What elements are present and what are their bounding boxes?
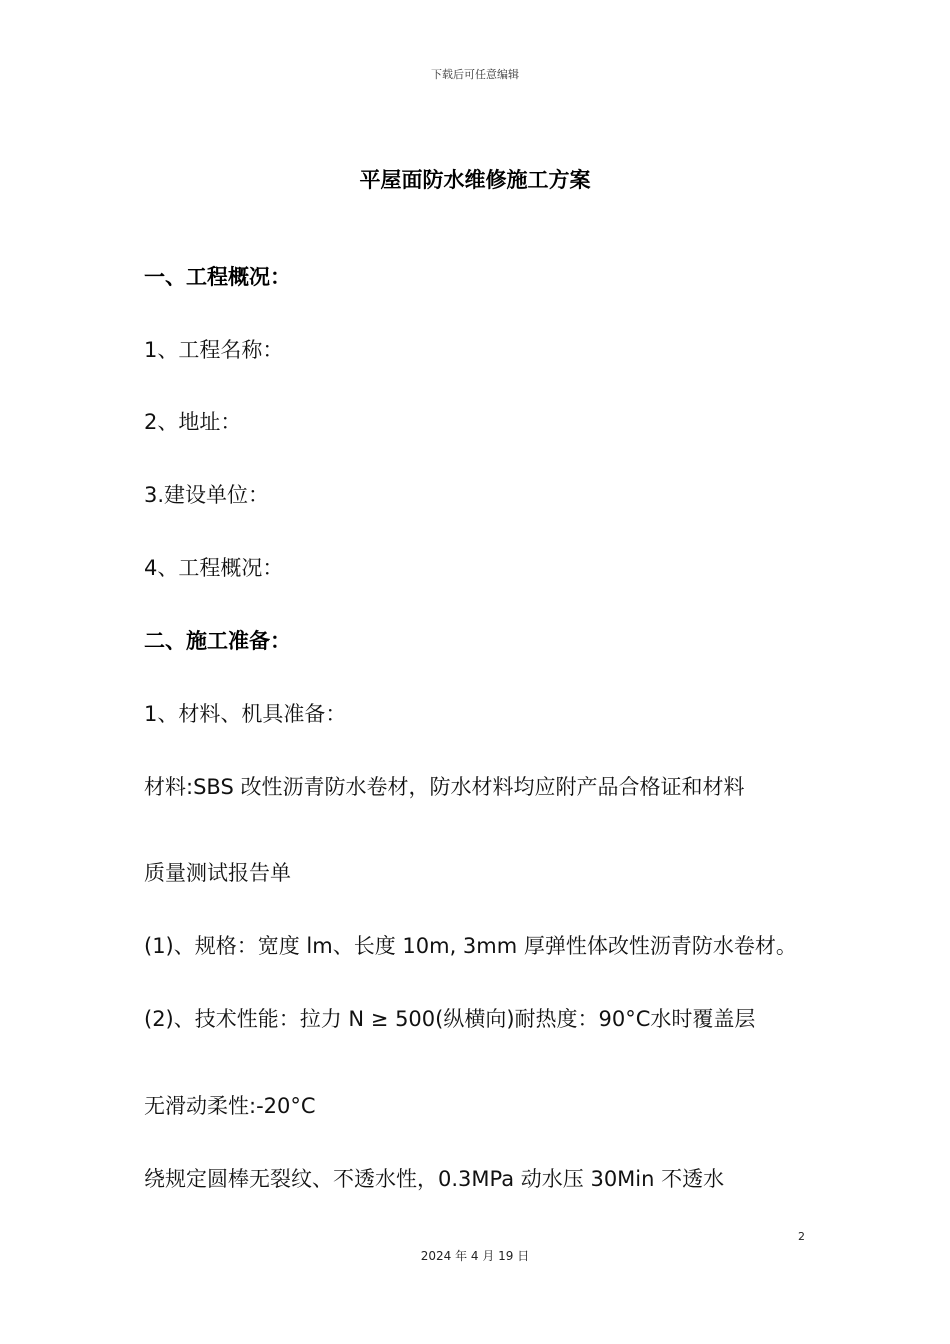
paragraph-impermeability: 绕规定圆棒无裂纹、不透水性，0.3MPa 动水压 30Min 不透水 <box>144 1167 725 1191</box>
paragraph-materials-tools: 1、材料、机具准备： <box>144 702 347 726</box>
paragraph-materials: 材料:SBS 改性沥青防水卷材，防水材料均应附产品合格证和材料 <box>144 775 745 799</box>
paragraph-flexibility: 无滑动柔性:-20°C <box>144 1094 316 1118</box>
section-heading-overview: 一、工程概况： <box>144 265 291 289</box>
page-number: 2 <box>798 1230 805 1243</box>
footer-date: 2024 年 4 月 19 日 <box>420 1249 530 1263</box>
header-note: 下载后可任意编辑 <box>431 68 519 81</box>
paragraph-project-name: 1、工程名称： <box>144 338 284 362</box>
paragraph-specification: (1)、规格：宽度 lm、长度 10m, 3mm 厚弹性体改性沥青防水卷材。 <box>144 934 797 958</box>
paragraph-test-report: 质量测试报告单 <box>144 861 291 885</box>
paragraph-project-overview: 4、工程概况： <box>144 556 284 580</box>
paragraph-technical-performance: (2)、技术性能：拉力 N ≥ 500(纵横向)耐热度：90°C水时覆盖层 <box>144 1007 756 1031</box>
document-title: 平屋面防水维修施工方案 <box>359 168 591 192</box>
paragraph-builder: 3.建设单位： <box>144 483 270 507</box>
paragraph-address: 2、地址： <box>144 410 242 434</box>
section-heading-preparation: 二、施工准备： <box>144 629 291 653</box>
